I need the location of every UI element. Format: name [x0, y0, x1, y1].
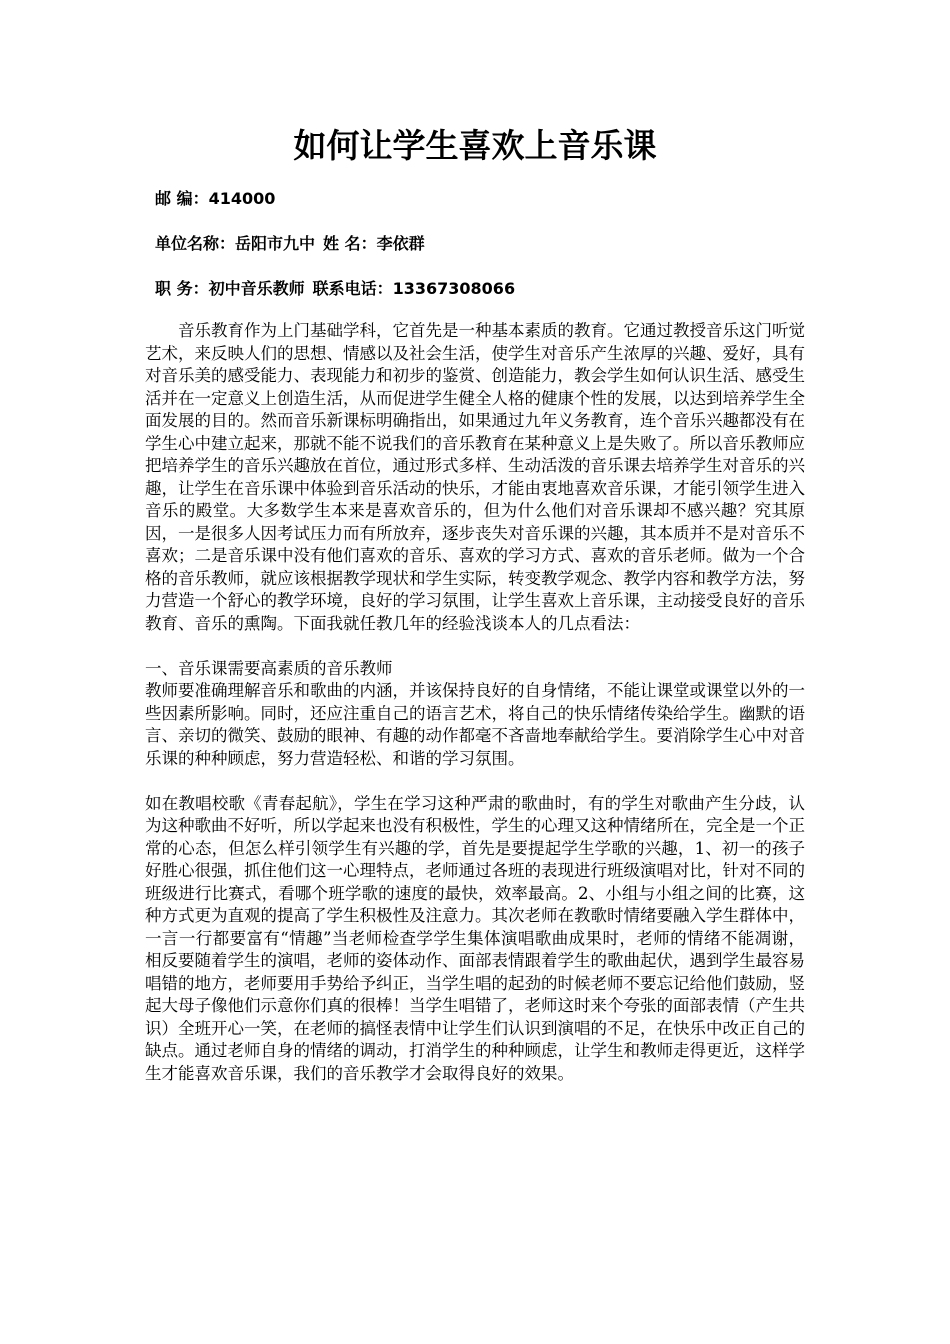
section1-paragraph-2: 如在教唱校歌《青春起航》，学生在学习这种严肃的歌曲时，有的学生对歌曲产生分歧，认为这种歌曲不好听，所以学起来也没有积极性，学生的心理又这种情绪所在，完全是一个正常的心态，但怎么样引领学生有兴趣的学，首先是要提起学生学歌的兴趣，1、初一的孩子好胜心很强，抓住他们这一心理特点，老师通过各班的表现进行班级演唱对比，针对不同的班级进行比赛式，看哪个班学歌的速度的最快，效率最高。2、小组与小组之间的比赛，这种方式更为直观的提高了学生积极性及注意力。其次老师在教歌时情绪要融入学生群体中，一言一行都要富有“情趣”当老师检查学学生集体演唱歌曲成果时，老师的情绪不能凋谢，相反要随着学生的演唱，老师的姿体动作、面部表情跟着学生的歌曲起伏，遇到学生最容易唱错的地方，老师要用手势给予纠正，当学生唱的起劲的时候老师不要忘记给他们鼓励，竖起大母子像他们示意你们真的很棒！当学生唱错了，老师这时来个夸张的面部表情（产生共识）全班开心一笑，在老师的搞怪表情中让学生们认识到演唱的不足，在快乐中改正自己的缺点。通过老师自身的情绪的调动，打消学生的种种顾虑，让学生和教师走得更近，这样学生才能喜欢音乐课，我们的音乐教学才会取得良好的效果。	[145, 793, 805, 1083]
document-title: 如何让学生喜欢上音乐课	[293, 126, 657, 165]
name-value: 李依群	[376, 234, 425, 253]
phone-value: 13367308066	[392, 279, 516, 298]
position-value: 初中音乐教师	[208, 279, 305, 298]
position-label: 职 务：	[155, 279, 209, 298]
unit-name-line	[155, 232, 425, 256]
position-phone-line	[155, 277, 515, 301]
document-body	[145, 320, 805, 1085]
section1-heading: 一、音乐课需要高素质的音乐教师	[145, 658, 393, 678]
intro-paragraph: 音乐教育作为上门基础学科，它首先是一种基本素质的教育。它通过教授音乐这门听觉艺术，来反映人们的思想、情感以及社会生活，使学生对音乐产生浓厚的兴趣、爱好，具有对音乐美的感受能力、表现能力和初步的鉴赏、创造能力，教会学生如何认识生活、感受生活并在一定意义上创造生活，从而促进学生健全人格的健康个性的发展，以达到培养学生全面发展的目的。然而音乐新课标明确指出，如果通过九年义务教育，连个音乐兴趣都没有在学生心中建立起来，那就不能不说我们的音乐教育在某种意义上是失败了。所以音乐教师应把培养学生的音乐兴趣放在首位，通过形式多样、生动活泼的音乐课去培养学生对音乐的兴趣，让学生在音乐课中体验到音乐活动的快乐，才能由衷地喜欢音乐课，才能引领学生进入音乐的殿堂。大多数学生本来是喜欢音乐的，但为什么他们对音乐课却不感兴趣？究其原因，一是很多人因考试压力而有所放弃，逐步丧失对音乐课的兴趣，其本质并不是对音乐不喜欢；二是音乐课中没有他们喜欢的音乐、喜欢的学习方式、喜欢的音乐老师。做为一个合格的音乐教师，就应该根据教学现状和学生实际，转变教学观念、教学内容和教学方法，努力营造一个舒心的教学环境，良好的学习氛围，让学生喜欢上音乐课，主动接受良好的音乐教育、音乐的熏陶。下面我就任教几年的经验浅谈本人的几点看法：	[145, 321, 805, 633]
name-label: 姓 名：	[323, 234, 377, 253]
section1-paragraph-1: 教师要准确理解音乐和歌曲的内涵，并该保持良好的自身情绪，不能让课堂或课堂以外的一些因素所影响。同时，还应注重自己的语言艺术，将自己的快乐情绪传染给学生。幽默的语言、亲切的微笑、鼓励的眼神、有趣的动作都毫不吝啬地奉献给学生。要消除学生心中对音乐课的种种顾虑，努力营造轻松、和谐的学习氛围。	[145, 681, 805, 768]
postcode-line	[155, 187, 275, 211]
unit-value: 岳阳市九中	[235, 234, 316, 253]
postcode-value: 414000	[208, 189, 276, 208]
postcode-label: 邮 编：	[155, 189, 209, 208]
phone-label: 联系电话：	[312, 279, 393, 298]
unit-label: 单位名称：	[155, 234, 236, 253]
